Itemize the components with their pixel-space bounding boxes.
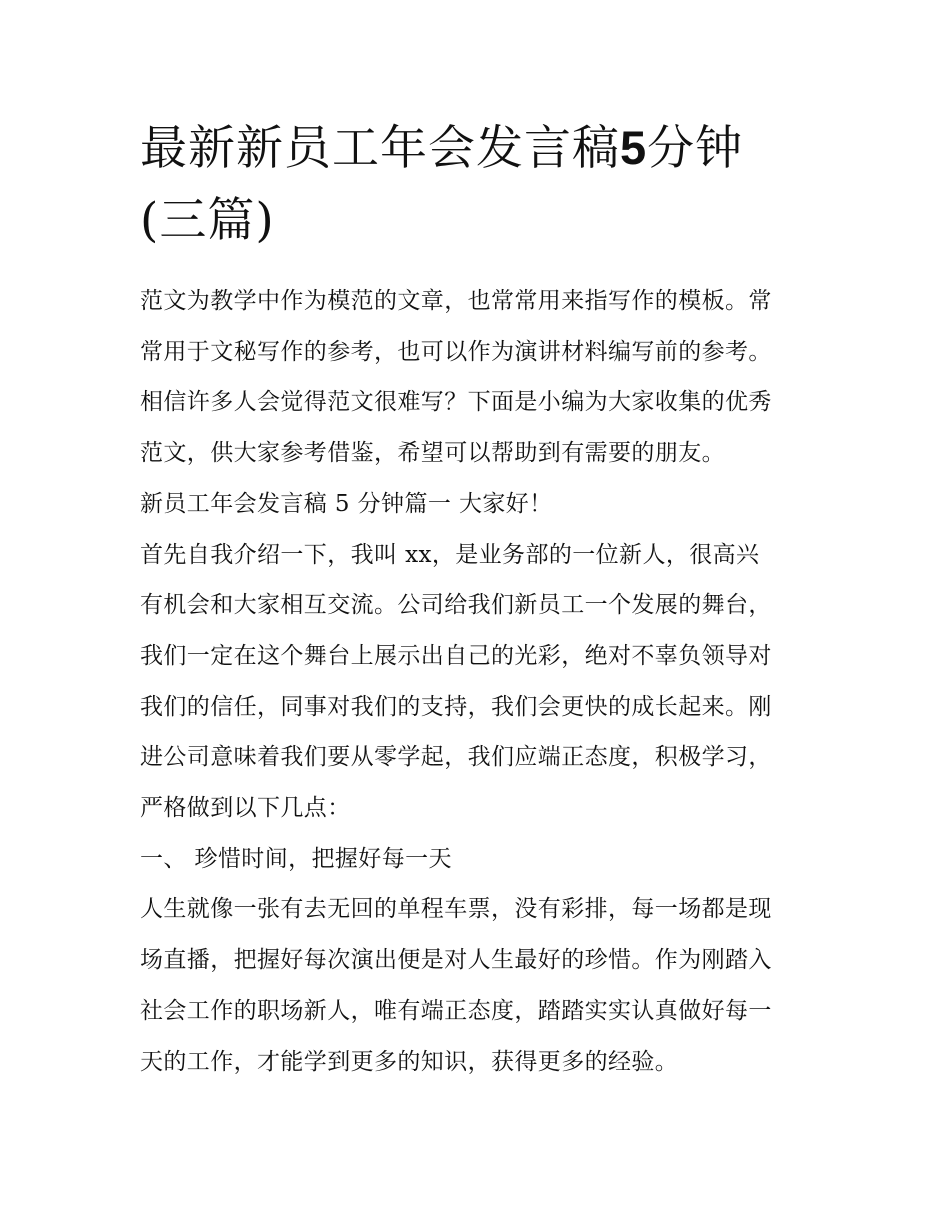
body-line: 有机会和大家相互交流。公司给我们新员工一个发展的舞台，: [140, 592, 772, 619]
title-text-part1: 最新新员工年会发言稿: [140, 121, 620, 176]
body-line: 社会工作的职场新人，唯有端正态度，踏踏实实认真做好每一: [140, 997, 772, 1024]
document-title: [140, 112, 840, 257]
body-line: 相信许多人会觉得范文很难写？下面是小编为大家收集的优秀: [140, 389, 772, 416]
body-line: 进公司意味着我们要从零学起，我们应端正态度，积极学习，: [140, 744, 772, 771]
body-line: 人生就像一张有去无回的单程车票，没有彩排，每一场都是现: [140, 896, 772, 923]
body-line: 天的工作，才能学到更多的知识，获得更多的经验。: [140, 1048, 679, 1075]
title-subtitle: (三篇): [140, 193, 275, 248]
body-line: 我们的信任，同事对我们的支持，我们会更快的成长起来。刚: [140, 693, 772, 720]
body-line: 场直播，把握好每次演出便是对人生最好的珍惜。作为刚踏入: [140, 947, 772, 974]
body-line: 范文，供大家参考借鉴，希望可以帮助到有需要的朋友。: [140, 440, 725, 467]
title-number: 5: [620, 121, 648, 174]
list-heading: 一、 珍惜时间，把握好每一天: [140, 845, 452, 872]
body-line: 首先自我介绍一下，我叫 xx，是业务部的一位新人，很高兴: [140, 541, 760, 568]
document-body: [140, 276, 820, 1087]
body-line: 范文为教学中作为模范的文章，也常常用来指写作的模板。常: [140, 288, 772, 314]
title-text-part2: 分钟: [647, 121, 744, 176]
body-line: 我们一定在这个舞台上展示出自己的光彩，绝对不辜负领导对: [140, 642, 772, 669]
section-heading: 新员工年会发言稿 5 分钟篇一 大家好！: [140, 490, 553, 517]
body-line: 严格做到以下几点：: [140, 795, 351, 822]
body-line: 常用于文秘写作的参考，也可以作为演讲材料编写前的参考。: [140, 338, 772, 365]
